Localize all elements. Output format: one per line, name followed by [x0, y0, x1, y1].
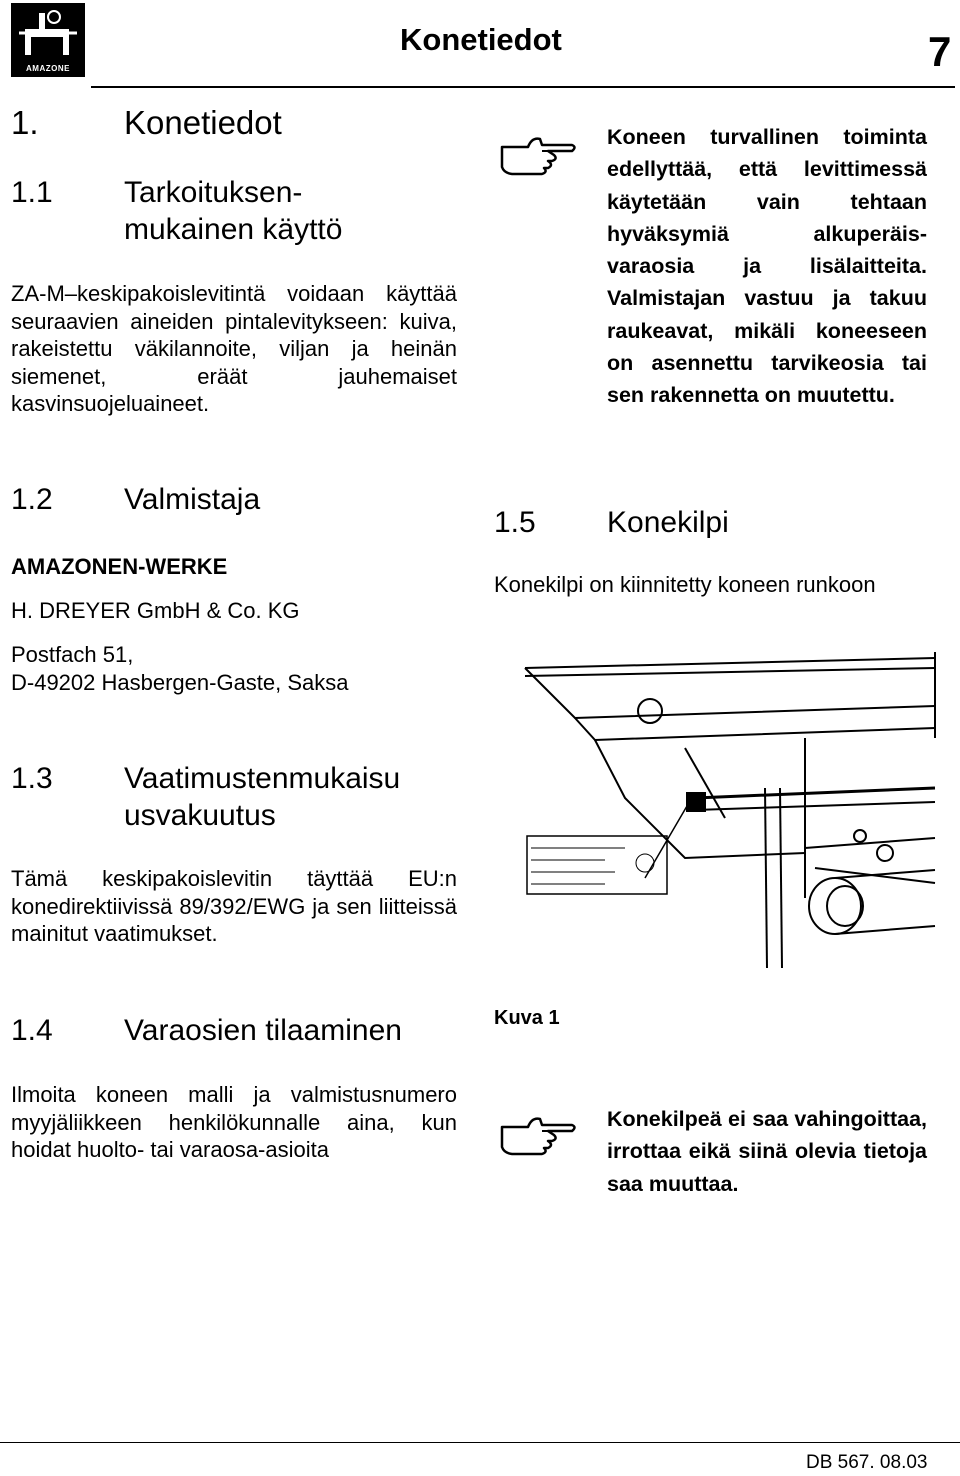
footer-rule — [0, 1442, 960, 1443]
section-number: 1.2 — [11, 483, 53, 516]
section-number: 1.3 — [11, 762, 53, 795]
safety-note: Koneen turvallinen toiminta edellyttää, että levittimessä käytetään vain tehtaan hyväksymiä alkuperäis-varaosia ja lisälaitteita. Valmistajan vastuu ja takuu raukeavat, mikäli koneeseen on asennettu tarvikeosia tai sen rakennetta on muutettu. — [607, 125, 927, 408]
manufacturer-company: H. DREYER GmbH & Co. KG — [11, 598, 300, 623]
section-1-5-heading — [494, 504, 934, 544]
figure-caption: Kuva 1 — [494, 1007, 560, 1029]
section-title-line1: Vaatimustenmukaisu — [124, 762, 401, 795]
header-rule — [91, 86, 955, 88]
logo-text: AMAZONE — [26, 64, 70, 73]
section-number: 1. — [11, 104, 39, 141]
page-number: 7 — [928, 28, 952, 75]
section-1-3-body: Tämä keskipakoislevitin täyttää EU:n konedirektiivissä 89/392/EWG ja sen liitteissä mainitut vaatimukset. — [11, 866, 457, 946]
pointing-hand-icon — [498, 1113, 578, 1162]
manufacturer-name: AMAZONEN-WERKE — [11, 554, 228, 579]
manufacturer-address-1: Postfach 51, — [11, 642, 134, 667]
section-1-3-heading — [11, 760, 471, 836]
section-1-heading — [11, 104, 471, 144]
section-title: Varaosien tilaaminen — [124, 1014, 402, 1047]
section-number: 1.4 — [11, 1014, 53, 1047]
section-1-1-heading — [11, 174, 471, 250]
section-1-4-body: Ilmoita koneen malli ja valmistusnumero myyjäliikkeen henkilökunnalle aina, kun hoidat huolto- tai varaosa-asioita — [11, 1082, 457, 1162]
pointing-hand-icon — [498, 133, 578, 182]
section-title: Valmistaja — [124, 483, 261, 516]
section-number: 1.1 — [11, 176, 53, 209]
section-1-4-heading — [11, 1012, 481, 1052]
amazone-logo — [11, 3, 85, 77]
section-1-2-heading — [11, 481, 471, 521]
spreader-figure — [505, 648, 945, 983]
footer-doc-id: DB 567. 08.03 — [806, 1452, 928, 1473]
nameplate-note: Konekilpeä ei saa vahingoittaa, irrottaa eikä siinä olevia tietoja saa muuttaa. — [607, 1107, 927, 1196]
logo-emblem-icon — [11, 3, 85, 63]
section-number: 1.5 — [494, 506, 536, 539]
section-title-line2: mukainen käyttö — [124, 213, 343, 246]
section-1-1-body: ZA-M–keskipakoislevitintä voidaan käyttää seuraavien aineiden pintalevitykseen: kuiva, rakeistettu väkilannoite, viljan ja heinän siemenet, eräät jauhemaiset kasvinsuojeluaineet. — [11, 281, 457, 416]
manufacturer-address-2: D-49202 Hasbergen-Gaste, Saksa — [11, 670, 349, 695]
section-title: Konekilpi — [607, 506, 729, 539]
section-1-5-body: Konekilpi on kiinnitetty koneen runkoon — [494, 572, 876, 597]
header-title: Konetiedot — [400, 22, 562, 57]
section-title: Konetiedot — [124, 104, 282, 141]
section-title-line2: usvakuutus — [124, 799, 276, 832]
section-title-line1: Tarkoituksen- — [124, 176, 303, 209]
